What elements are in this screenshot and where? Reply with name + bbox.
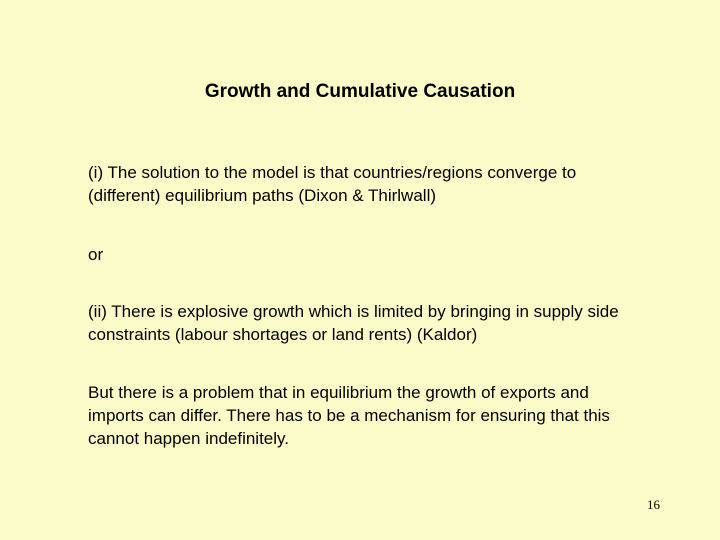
page-number: 16 [647,497,660,512]
paragraph-or: or [88,245,104,264]
paragraph-exports-imports: But there is a problem that in equilibrium the growth of exports and imports can differ. There has to be a mechanism for ensuring that this cannot happen indefinitely. [88,383,610,448]
paragraph-kaldor: (ii) There is explosive growth which is limited by bringing in supply side constraints (labour shortages or land rents) (Kaldor) [88,302,619,344]
paragraph-dixon-thirlwall: (i) The solution to the model is that countries/regions converge to (different) equilibrium paths (Dixon & Thirlwall) [88,163,577,205]
slide-title: Growth and Cumulative Causation [204,81,516,102]
